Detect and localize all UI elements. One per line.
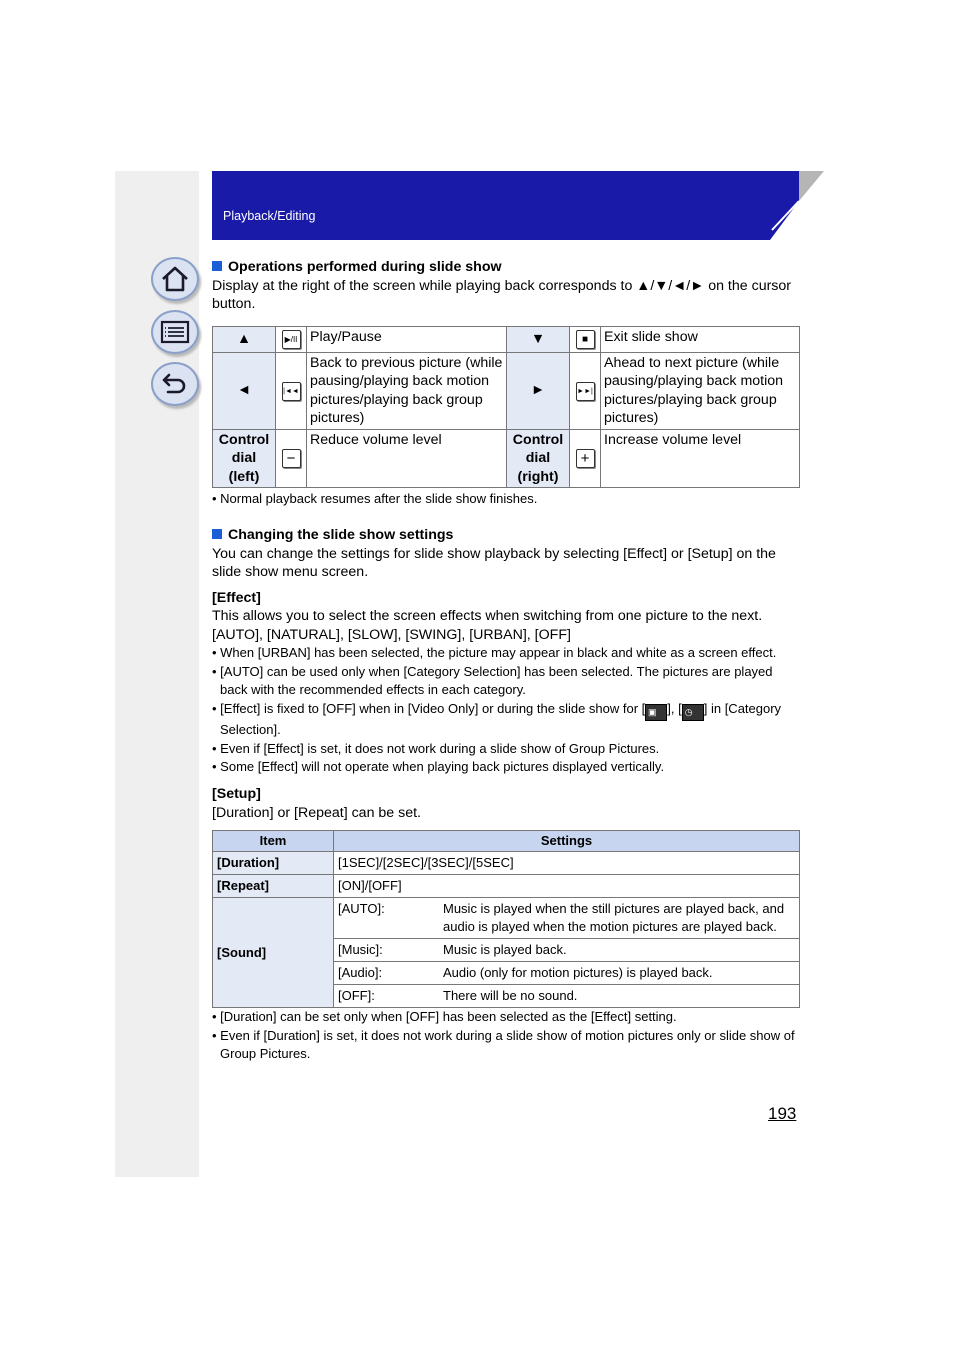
section-title-settings: Changing the slide show settings: [212, 526, 800, 545]
effect-note: • Even if [Effect] is set, it does not work during a slide show of Group Pictures.: [212, 741, 660, 756]
increase-volume-text: Increase volume level: [601, 429, 800, 488]
playback-note: • Normal playback resumes after the slide show finishes.: [212, 491, 538, 506]
main-content: [212, 258, 800, 1063]
play-pause-text: Play/Pause: [307, 326, 507, 352]
category-clock-icon: ◷: [682, 704, 704, 721]
setup-note: • Even if [Duration] is set, it does not work during a slide show of motion pictures only or slide show of Group Pictures.: [212, 1028, 795, 1061]
minus-icon: −: [282, 449, 301, 468]
repeat-label: [Repeat]: [213, 875, 334, 898]
section-title-operations: Operations performed during slide show: [212, 258, 800, 277]
skip-forward-icon: ►►|: [576, 382, 595, 401]
operations-table: [212, 326, 800, 489]
sound-option-desc: Music is played when the still pictures are played back, and audio is played when the motion pictures are played back.: [443, 901, 785, 934]
right-key-symbol: ►: [507, 352, 570, 429]
reduce-volume-text: Reduce volume level: [307, 429, 507, 488]
setup-heading: [Setup]: [212, 786, 261, 802]
table-row: [213, 429, 800, 488]
sound-option-desc: There will be no sound.: [443, 988, 578, 1003]
effect-note: • When [URBAN] has been selected, the picture may appear in black and white as a screen effect.: [212, 645, 777, 660]
back-button[interactable]: [151, 362, 199, 406]
page-corner-decoration: [770, 171, 824, 240]
table-header-row: [213, 831, 800, 852]
control-dial-left-label: Control dial (left): [213, 429, 276, 488]
home-icon: [160, 265, 190, 293]
sound-label: [Sound]: [213, 898, 334, 1008]
effect-note: • [Effect] is fixed to [OFF] when in [Video Only] or during the slide show for [ ▣ ], [ ◷ ] in [Category Selection].: [212, 701, 782, 737]
table-row: [213, 326, 800, 352]
section-label: Playback/Editing: [223, 209, 316, 223]
menu-list-icon: [160, 320, 190, 344]
column-header-item: Item: [213, 831, 334, 852]
sound-option-key: [Music]:: [338, 942, 383, 957]
back-arrow-icon: [160, 371, 190, 397]
duration-label: [Duration]: [213, 852, 334, 875]
stop-icon: ■: [576, 330, 595, 349]
sound-option-desc: Audio (only for motion pictures) is played back.: [443, 965, 713, 980]
exit-slideshow-text: Exit slide show: [601, 326, 800, 352]
table-row: [213, 352, 800, 429]
header-band: [212, 171, 799, 240]
skip-back-icon: |◄◄: [282, 382, 301, 401]
setup-note: • [Duration] can be set only when [OFF] has been selected as the [Effect] setting.: [212, 1009, 677, 1024]
settings-intro: You can change the settings for slide show playback by selecting [Effect] or [Setup] on the slide show menu screen.: [212, 545, 776, 580]
sound-option-desc: Music is played back.: [443, 942, 567, 957]
effect-options: [AUTO], [NATURAL], [SLOW], [SWING], [URBAN], [OFF]: [212, 626, 571, 643]
control-dial-right-label: Control dial (right): [507, 429, 570, 488]
table-row: [213, 852, 800, 875]
square-bullet-icon: [212, 529, 222, 539]
table-row: [213, 898, 800, 939]
sound-option-key: [Audio]:: [338, 965, 383, 980]
previous-picture-text: Back to previous picture (while pausing/playing back motion pictures/playing back group pictures): [307, 352, 507, 429]
setup-description: [Duration] or [Repeat] can be set.: [212, 804, 421, 821]
page-number: 193: [768, 1104, 797, 1123]
play-pause-icon: ▶/II: [282, 330, 301, 349]
up-key-symbol: ▲: [213, 326, 276, 352]
menu-button[interactable]: [151, 310, 199, 354]
duration-value: [1SEC]/[2SEC]/[3SEC]/[5SEC]: [334, 852, 800, 875]
effect-description: This allows you to select the screen effects when switching from one picture to the next.: [212, 608, 763, 624]
operations-intro: Display at the right of the screen while playing back corresponds to ▲/▼/◄/► on the cursor button.: [212, 277, 792, 312]
effect-note: • Some [Effect] will not operate when playing back pictures displayed vertically.: [212, 759, 665, 774]
down-key-symbol: ▼: [507, 326, 570, 352]
square-bullet-icon: [212, 261, 222, 271]
setup-table: [212, 830, 800, 1008]
category-movie-icon: ▣: [645, 704, 667, 721]
plus-icon: +: [576, 449, 595, 468]
table-row: [213, 875, 800, 898]
effect-heading: [Effect]: [212, 589, 261, 606]
sound-option-key: [AUTO]:: [338, 901, 385, 916]
effect-note: • [AUTO] can be used only when [Category Selection] has been selected. The pictures are played back with the recommended effects in each category.: [212, 664, 773, 697]
next-picture-text: Ahead to next picture (while pausing/playing back motion pictures/playing back group pictures): [601, 352, 800, 429]
column-header-settings: Settings: [334, 831, 800, 852]
home-button[interactable]: [151, 257, 199, 301]
repeat-value: [ON]/[OFF]: [334, 875, 800, 898]
left-key-symbol: ◄: [213, 352, 276, 429]
sound-option-key: [OFF]:: [338, 988, 375, 1003]
